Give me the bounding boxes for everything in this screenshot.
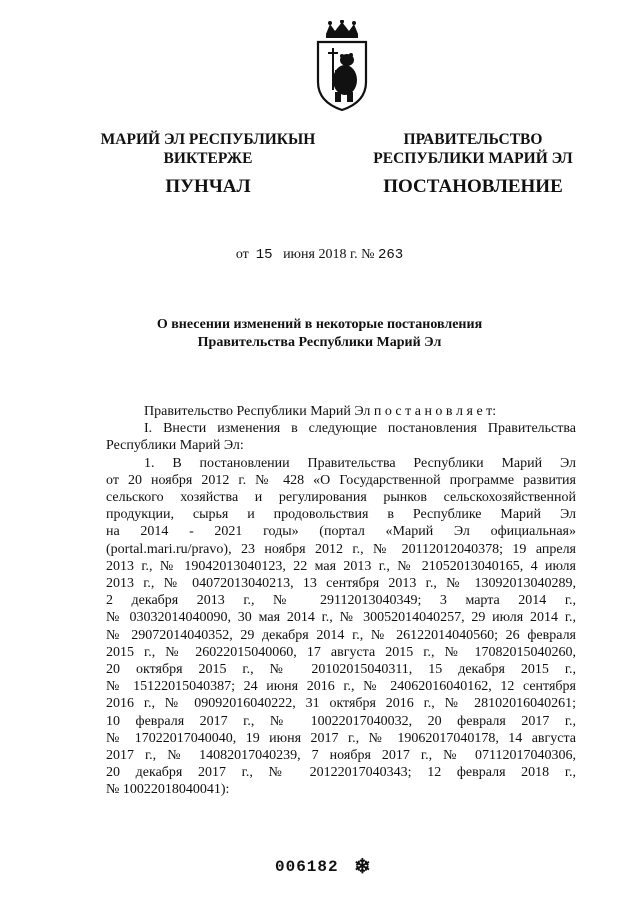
header-right-russian <box>358 130 588 168</box>
document-number: 263 <box>377 247 404 263</box>
body-line: 10 февраля 2017 г., № 10022017040032, 20 февраля 2017 г., <box>106 713 576 729</box>
date-prefix: от <box>235 247 249 262</box>
body-line: 2013 г., № 19042013040123, 22 мая 2013 г., № 21052013040165, 4 июля <box>106 558 576 574</box>
date-month-year: июня 2018 г. № <box>283 247 375 262</box>
body-line: № 03032014040090, 30 мая 2014 г., № 30052014040257, 29 июля 2014 г., <box>106 610 576 626</box>
body-line: сельского хозяйства и регулирования рынков сельскохозяйственной <box>106 490 576 506</box>
doc-type-right: ПОСТАНОВЛЕНИЕ <box>383 176 563 197</box>
doc-type-left: ПУНЧАЛ <box>165 176 251 197</box>
body-line: 2 декабря 2013 г., № 29112013040349; 3 марта 2014 г., <box>106 593 576 609</box>
header-right-line1: ПРАВИТЕЛЬСТВО <box>403 131 543 148</box>
crown-icon <box>326 20 358 38</box>
snowflake-mark-icon: ❄ <box>354 856 371 878</box>
body-line: 2015 г., № 26022015040060, 17 августа 2015 г., № 17082015040260, <box>106 644 576 660</box>
document-title <box>0 316 639 352</box>
title-line1: О внесении изменений в некоторые постановления <box>156 317 483 332</box>
body-line: 20 декабря 2017 г., № 20122017040343; 12 февраля 2018 г., <box>106 765 576 781</box>
body-line: I. Внести изменения в следующие постановления Правительства <box>144 421 576 437</box>
body-line: 2016 г., № 09092016040222, 31 октября 2016 г., № 28102016040261; <box>106 696 576 712</box>
body-line: 1. В постановлении Правительства Республики Марий Эл <box>144 455 576 471</box>
body-line: на 2014 - 2021 годы» (портал «Марий Эл официальная» <box>106 524 576 540</box>
header-left-line1: МАРИЙ ЭЛ РЕСПУБЛИКЫН <box>100 131 316 148</box>
title-line2: Правительства Республики Марий Эл <box>197 335 442 350</box>
body-line: № 10022018040041): <box>106 782 230 798</box>
serial-number: 006182 <box>275 858 339 876</box>
header-right-line2: РЕСПУБЛИКИ МАРИЙ ЭЛ <box>373 150 573 167</box>
body-line: (portal.mari.ru/pravo), 23 ноября 2012 г., № 20112012040378; 19 апреля <box>106 541 576 557</box>
body-line: Республики Марий Эл: <box>106 438 244 454</box>
body-line: 2017 г., № 14082017040239, 7 ноября 2017 г., № 07112017040306, <box>106 748 576 764</box>
date-line <box>0 247 639 263</box>
body-line: продукции, сырья и продовольствия в Республике Марий Эл <box>106 507 576 523</box>
header-left-line2: ВИКТЕРЖЕ <box>163 150 253 167</box>
body-line: № 17022017040040, 19 июня 2017 г., № 19062017040178, 14 августа <box>106 730 576 746</box>
body-line: № 29072014040352, 29 декабря 2014 г., № 26122014040560; 26 февраля <box>106 627 576 643</box>
body-line: № 15122015040387; 24 июня 2016 г., № 24062016040162, 12 сентября <box>106 679 576 695</box>
body-line: от 20 ноября 2012 г. № 428 «О Государственной программе развития <box>106 472 576 488</box>
header-left-bilingual <box>92 130 324 168</box>
document-body <box>106 403 576 799</box>
body-line: 20 октября 2015 г., № 20102015040311, 15 декабря 2015 г., <box>106 662 576 678</box>
coat-of-arms-emblem <box>312 20 372 112</box>
body-line: 2013 г., № 04072013040213, 13 сентября 2013 г., № 13092013040289, <box>106 576 576 592</box>
item-1-1 <box>106 455 576 799</box>
preamble: Правительство Республики Марий Эл п о с т а н о в л я е т: <box>144 404 497 419</box>
item-1 <box>106 420 576 454</box>
date-day: 15 <box>255 247 273 263</box>
